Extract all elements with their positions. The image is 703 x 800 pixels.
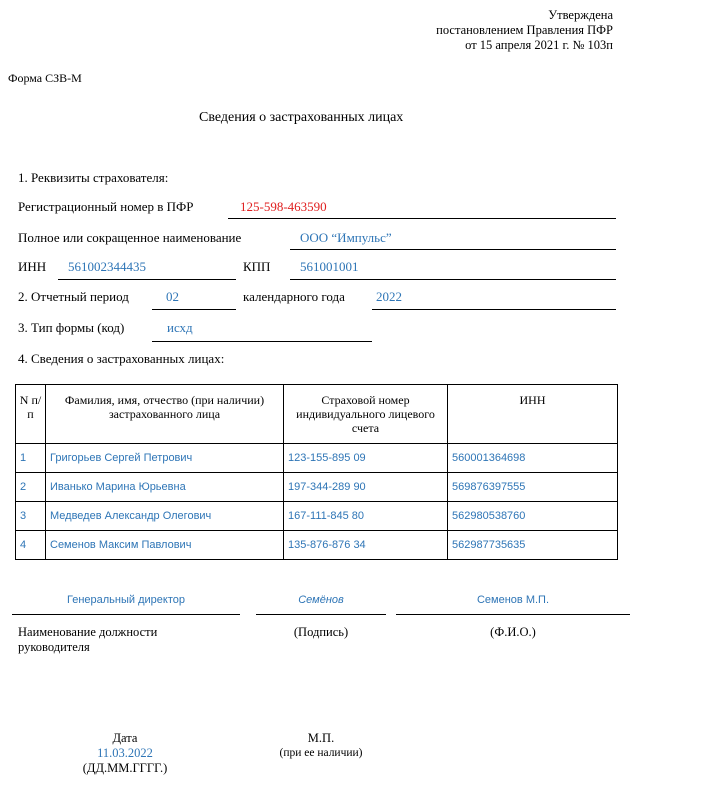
kpp-value: 561001001 <box>300 259 359 274</box>
insured-persons-table <box>15 384 618 560</box>
approval-line-3: от 15 апреля 2021 г. № 103п <box>465 38 613 52</box>
cell-snils: 135-876-876 34 <box>284 531 448 560</box>
kpp-label: КПП <box>243 259 271 274</box>
cell-snils: 167-111-845 80 <box>284 502 448 531</box>
table-row <box>16 444 618 473</box>
table-row <box>16 502 618 531</box>
signature-label: (Подпись) <box>293 625 349 639</box>
approval-line-2: постановлением Правления ПФР <box>436 23 613 37</box>
period-value: 02 <box>166 289 179 304</box>
section1-heading: 1. Реквизиты страхователя: <box>18 170 169 185</box>
stamp-note: (при ее наличии) <box>279 747 363 759</box>
form-type-value: исхд <box>167 320 193 335</box>
date-value: 11.03.2022 <box>97 746 153 760</box>
position-label-line-2: руководителя <box>18 640 90 654</box>
cell-number: 1 <box>16 444 46 473</box>
reg-number-label: Регистрационный номер в ПФР <box>18 199 194 214</box>
inn-label: ИНН <box>18 259 47 274</box>
cell-snils: 123-155-895 09 <box>284 444 448 473</box>
header-full-name: Фамилия, имя, отчество (при наличии) застрахованного лица <box>46 385 284 444</box>
approval-block <box>436 8 613 53</box>
table-row <box>16 531 618 560</box>
year-underline <box>372 309 616 310</box>
page-title: Сведения о застрахованных лицах <box>199 110 404 125</box>
date-block <box>60 731 190 776</box>
position-underline <box>12 614 240 615</box>
inn-value: 561002344435 <box>68 259 146 274</box>
cell-inn: 562980538760 <box>448 502 618 531</box>
period-underline <box>152 309 236 310</box>
date-format: (ДД.ММ.ГГГГ.) <box>82 761 168 775</box>
signature-value: Семёнов <box>298 594 344 606</box>
form-type-label: 3. Тип формы (код) <box>18 320 125 335</box>
stamp-block <box>266 731 376 761</box>
table-row <box>16 473 618 502</box>
header-snils: Страховой номер индивидуального лицевого счета <box>284 385 448 444</box>
inn-underline <box>58 279 236 280</box>
header-inn: ИНН <box>448 385 618 444</box>
section4-heading: 4. Сведения о застрахованных лицах: <box>18 351 225 366</box>
cell-snils: 197-344-289 90 <box>284 473 448 502</box>
cell-inn: 562987735635 <box>448 531 618 560</box>
cell-inn: 569876397555 <box>448 473 618 502</box>
cell-full-name: Медведев Александр Олегович <box>46 502 284 531</box>
period-label: 2. Отчетный период <box>18 289 129 304</box>
year-label: календарного года <box>243 289 345 304</box>
org-name-value: ООО “Импульс” <box>300 230 392 245</box>
position-label-line-1: Наименование должности <box>18 625 158 639</box>
cell-number: 3 <box>16 502 46 531</box>
reg-number-underline <box>228 218 616 219</box>
signature-underline <box>256 614 386 615</box>
fio-label: (Ф.И.О.) <box>490 625 536 639</box>
table-header-row <box>16 385 618 444</box>
cell-full-name: Иванько Марина Юрьевна <box>46 473 284 502</box>
org-name-underline <box>290 249 616 250</box>
approval-line-1: Утверждена <box>548 8 613 22</box>
kpp-underline <box>290 279 616 280</box>
cell-full-name: Григорьев Сергей Петрович <box>46 444 284 473</box>
fio-underline <box>396 614 630 615</box>
fio-value: Семенов М.П. <box>476 594 549 606</box>
stamp-label: М.П. <box>307 731 335 745</box>
cell-full-name: Семенов Максим Павлович <box>46 531 284 560</box>
reg-number-value: 125-598-463590 <box>240 199 327 214</box>
year-value: 2022 <box>376 289 402 304</box>
position-label <box>18 625 157 655</box>
cell-number: 2 <box>16 473 46 502</box>
org-name-label: Полное или сокращенное наименование <box>18 230 242 245</box>
header-number: N п/п <box>16 385 46 444</box>
form-name: Форма СЗВ-М <box>8 71 82 85</box>
position-value: Генеральный директор <box>67 594 185 606</box>
form-type-underline <box>152 341 372 342</box>
date-label: Дата <box>112 731 138 745</box>
cell-inn: 560001364698 <box>448 444 618 473</box>
cell-number: 4 <box>16 531 46 560</box>
